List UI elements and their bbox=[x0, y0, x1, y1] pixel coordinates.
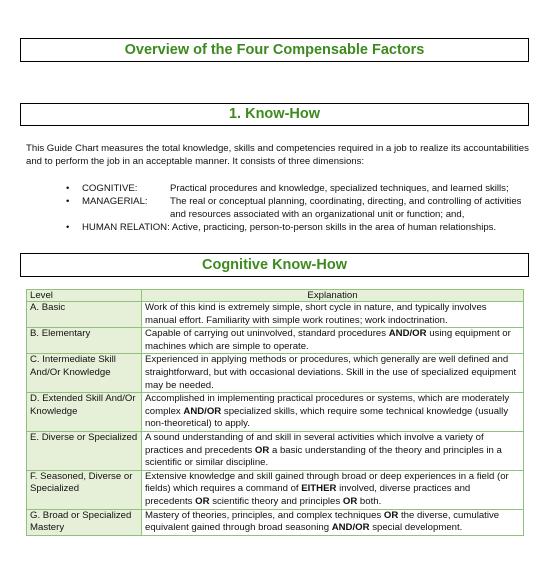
table-row bbox=[27, 328, 524, 354]
cognitive-levels-table bbox=[26, 289, 524, 536]
explanation-cell: Mastery of theories, principles, and complex techniques OR the diverse, cumulative equivalent gained through broad seasoning AND/OR special development. bbox=[142, 509, 524, 535]
section-title-cognitive-know-how: Cognitive Know-How bbox=[20, 253, 529, 277]
level-cell: F. Seasoned, Diverse or Specialized bbox=[27, 470, 142, 509]
column-header-level: Level bbox=[27, 290, 142, 302]
dimension-term: HUMAN RELATION: bbox=[82, 222, 170, 233]
table-row bbox=[27, 302, 524, 328]
page-title: Overview of the Four Compensable Factors bbox=[20, 38, 529, 62]
dimension-desc: Active, practicing, person-to-person skills in the area of human relationships. bbox=[171, 222, 497, 233]
explanation-cell: A sound understanding of and skill in several activities which involve a variety of practices and precedents OR a basic understanding of the theory and principles in a scientific or similar discipline. bbox=[142, 431, 524, 470]
column-header-explanation: Explanation bbox=[142, 290, 524, 302]
table-row bbox=[27, 431, 524, 470]
explanation-cell: Extensive knowledge and skill gained through broad or deep experiences in a field (or fields) which requires a command of EITHER involved, diverse practices and precedents OR scientific theory and principles OR both. bbox=[142, 470, 524, 509]
explanation-cell: Accomplished in implementing practical procedures or systems, which are moderately complex AND/OR specialized skills, which require some technical knowledge (usually non-theoretical) to apply. bbox=[142, 393, 524, 432]
explanation-cell: Capable of carrying out uninvolved, standard procedures AND/OR using equipment or machines which are simple to operate. bbox=[142, 328, 524, 354]
intro-paragraph: This Guide Chart measures the total knowledge, skills and competencies required in a job to realize its accountabilities and to perform the job in an acceptable manner. It consists of three dimensions: bbox=[26, 143, 529, 167]
table-row bbox=[27, 354, 524, 393]
level-cell: D. Extended Skill And/Or Knowledge bbox=[27, 393, 142, 432]
table-header-row bbox=[27, 290, 524, 302]
table-row bbox=[27, 509, 524, 535]
dimension-term: COGNITIVE: bbox=[82, 183, 138, 194]
level-cell: A. Basic bbox=[27, 302, 142, 328]
dimensions-list bbox=[66, 182, 526, 234]
level-cell: E. Diverse or Specialized bbox=[27, 431, 142, 470]
bullet-icon: • bbox=[66, 183, 70, 194]
explanation-cell: Work of this kind is extremely simple, short cycle in nature, and typically involves manual effort. Familiarity with simple work routines; work indoctrination. bbox=[142, 302, 524, 328]
level-cell: C. Intermediate Skill And/Or Knowledge bbox=[27, 354, 142, 393]
bullet-icon: • bbox=[66, 196, 70, 207]
list-item bbox=[66, 195, 526, 221]
dimension-desc: The real or conceptual planning, coordinating, directing, and controlling of activities and resources associated with an organizational unit or function; and, bbox=[170, 196, 522, 220]
dimension-desc: Practical procedures and knowledge, specialized techniques, and learned skills; bbox=[170, 183, 509, 194]
table-row bbox=[27, 393, 524, 432]
explanation-cell: Experienced in applying methods or procedures, which generally are well defined and straightforward, but with occasional deviations. Skill in the use of specialized equipment may be needed. bbox=[142, 354, 524, 393]
level-cell: B. Elementary bbox=[27, 328, 142, 354]
list-item bbox=[66, 182, 526, 195]
section-title-know-how: 1. Know-How bbox=[20, 103, 529, 126]
dimension-item-text bbox=[82, 221, 496, 234]
table-row bbox=[27, 470, 524, 509]
dimension-term: MANAGERIAL: bbox=[82, 196, 148, 207]
list-item bbox=[66, 221, 526, 234]
bullet-icon: • bbox=[66, 222, 70, 233]
level-cell: G. Broad or Specialized Mastery bbox=[27, 509, 142, 535]
